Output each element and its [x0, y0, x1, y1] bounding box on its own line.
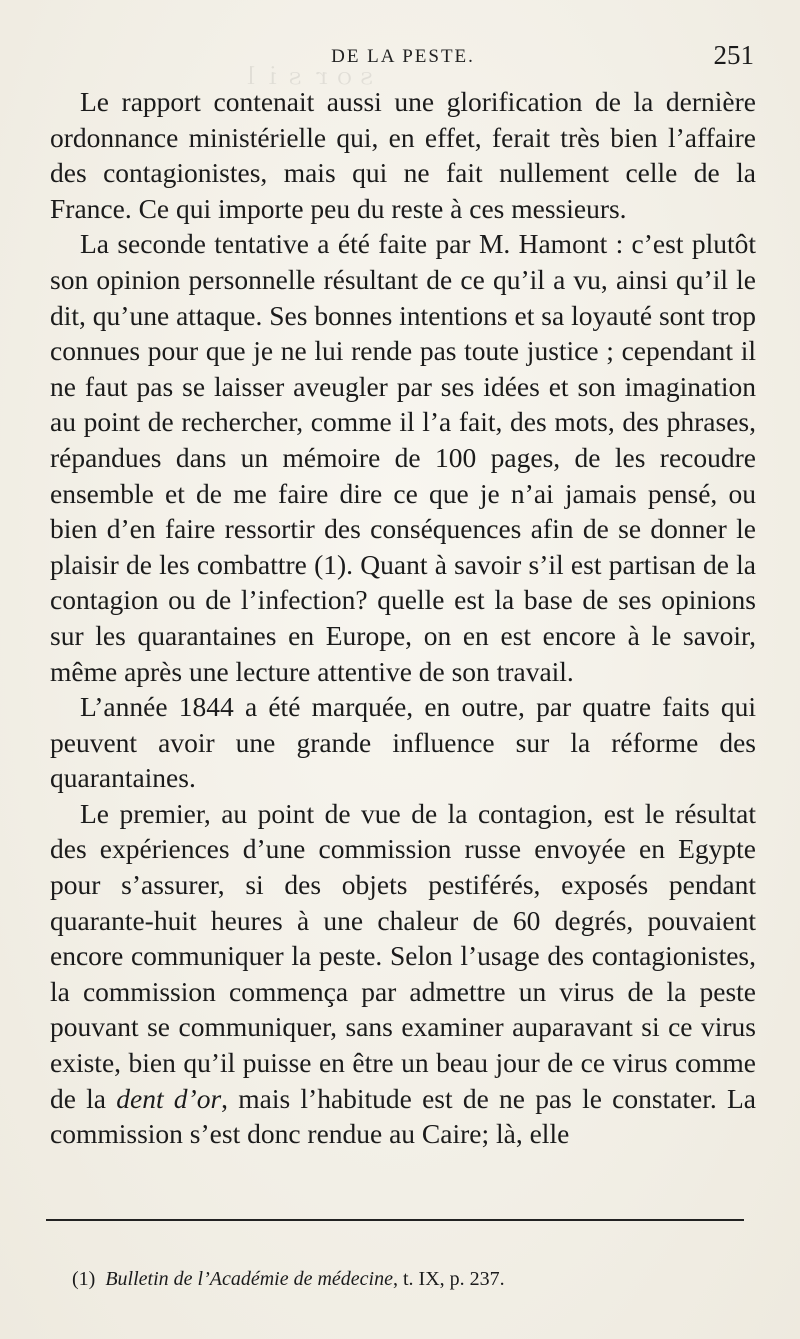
footnote: [72, 1268, 744, 1291]
footnote-title: Bulletin de l’Académie de médecine: [105, 1268, 393, 1290]
paragraph-1: Le rapport contenait aussi une glorification de la dernière ordonnance ministérielle qui, en effet, ferait très bien l’affaire des contagionistes, mais qui ne fait nullement celle de la France. Ce qui importe peu du reste à ces messieurs.: [50, 86, 756, 224]
paragraph-2-text-b: . Quant à savoir s’il est partisan de la contagion ou de l’infection? quelle est la base de ses opinions sur les quarantaines en Europe, on en est encore à le savoir, même après une lecture attentive de son travail.: [50, 548, 756, 687]
page-number: 251: [713, 40, 754, 70]
running-head: [50, 40, 756, 84]
footnote-citation: , t. IX, p. 237.: [392, 1268, 505, 1290]
footnote-marker: (1): [72, 1268, 96, 1290]
main-text: [50, 84, 756, 1152]
paragraph-2: [50, 226, 756, 689]
paragraph-4-text-a: Le premier, au point de vue de la contagion, est le résultat des expériences d’une commission russe envoyée en Egypte pour s’assurer, si des objets pestiférés, exposés pendant quarante-huit heures à une chaleur de 60 degrés, pouvaient encore communiquer la peste. Selon l’usage des contagionistes, la commission commença par admettre un virus de la peste pouvant se communiquer, sans examiner auparavant si ce virus existe, bien qu’il puisse en être un beau jour de ce virus comme de la: [50, 797, 756, 1114]
footnote-reference: (1): [314, 548, 347, 580]
running-title: DE LA PESTE.: [331, 46, 475, 67]
paragraph-4: [50, 796, 756, 1152]
italic-phrase: dent d’or: [116, 1082, 222, 1114]
show-through-text: ｓｏｒ ｓｉｌ: [240, 64, 378, 89]
footnote-rule: [46, 1219, 744, 1221]
paragraph-2-text-a: La seconde tentative a été faite par M. Hamont : c’est plutôt son opinion personnelle résultant de ce qu’il a vu, ainsi qu’il le dit, qu’une attaque. Ses bonnes intentions et sa loyauté sont trop connues pour que je ne lui rende pas toute justice ; cependant il ne faut pas se laisser aveugler par ses idées et son imagination au point de rechercher, comme il l’a fait, des mots, des phrases, répandues dans un mémoire de 100 pages, de les recoudre ensemble et de me faire dire ce que je n’ai jamais pensé, ou bien d’en faire ressortir des conséquences afin de se donner le plaisir de les combattre: [50, 228, 756, 580]
paragraph-4-text-b: , mais l’habitude est de ne pas le constater. La commission s’est donc rendue au Caire; là, elle: [50, 1082, 756, 1150]
paragraph-3: L’année 1844 a été marquée, en outre, par quatre faits qui peuvent avoir une grande influence sur la réforme des quarantaines.: [50, 691, 756, 794]
